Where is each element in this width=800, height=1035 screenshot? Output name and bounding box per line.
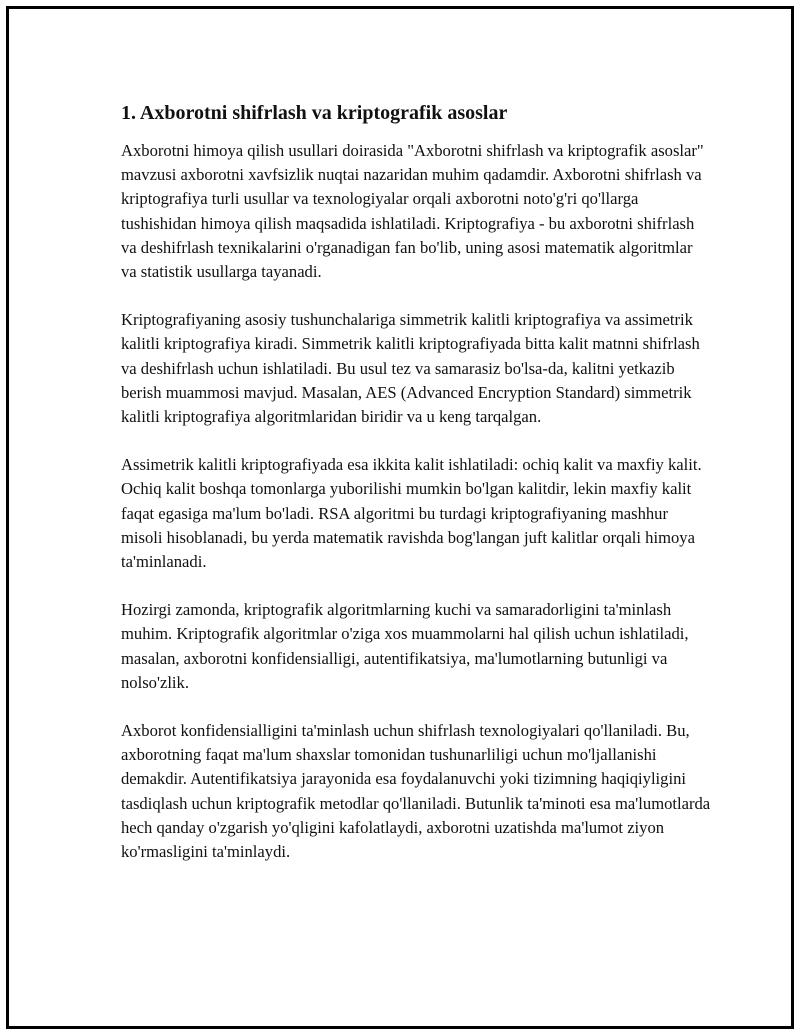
document-title: 1. Axborotni shifrlash va kriptografik asoslar [121, 102, 508, 124]
page-frame [6, 6, 794, 1029]
paragraph-5: Axborot konfidensialligini ta'minlash uchun shifrlash texnologiyalari qo'llaniladi. Bu, axborotning faqat ma'lum shaxslar tomonidan tushunarliligi uchun mo'ljallanishi demakdir. Autentifikatsiya jarayonida esa foydalanuvchi yoki tizimning haqiqiyligini tasdiqlash uchun kriptografik metodlar qo'llaniladi. Butunlik ta'minoti esa ma'lumotlarda hech qanday o'zgarish yo'qligini kafolatlaydi, axborotni uzatishda ma'lumot ziyon ko'rmasligini ta'minlaydi. [121, 721, 711, 862]
paragraph-3: Assimetrik kalitli kriptografiyada esa ikkita kalit ishlatiladi: ochiq kalit va maxfiy kalit. Ochiq kalit boshqa tomonlarga yuborilishi mumkin bo'lgan kalitdir, lekin maxfiy kalit faqat egasiga ma'lum bo'ladi. RSA algoritmi bu turdagi kriptografiyaning mashhur misoli hisoblanadi, bu yerda matematik ravishda bog'langan juft kalitlar orqali himoya ta'minlanadi. [121, 455, 702, 572]
document-body [121, 99, 711, 888]
paragraph-2: Kriptografiyaning asosiy tushunchalariga simmetrik kalitli kriptografiya va assimetrik kalitli kriptografiya kiradi. Simmetrik kalitli kriptografiyada bitta kalit matnni shifrlash va deshifrlash uchun ishlatiladi. Bu usul tez va samarasiz bo'lsa-da, kalitni yetkazib berish muammosi mavjud. Masalan, AES (Advanced Encryption Standard) simmetrik kalitli kriptografiya algoritmlaridan biridir va u keng tarqalgan. [121, 310, 700, 427]
paragraph-4: Hozirgi zamonda, kriptografik algoritmlarning kuchi va samaradorligini ta'minlash muhim. Kriptografik algoritmlar o'ziga xos muammolarni hal qilish uchun ishlatiladi, masalan, axborotni konfidensialligi, autentifikatsiya, ma'lumotlarning butunligi va nolso'zlik. [121, 600, 689, 692]
paragraph-1: Axborotni himoya qilish usullari doirasida "Axborotni shifrlash va kriptografik asoslar" mavzusi axborotni xavfsizlik nuqtai nazaridan muhim qadamdir. Axborotni shifrlash va kriptografiya turli usullar va texnologiyalar orqali axborotni noto'g'ri qo'llarga tushishidan himoya qilish maqsadida ishlatiladi. Kriptografiya - bu axborotni shifrlash va deshifrlash texnikalarini o'rganadigan fan bo'lib, uning asosi matematik algoritmlar va statistik usullarga tayanadi. [121, 141, 704, 282]
